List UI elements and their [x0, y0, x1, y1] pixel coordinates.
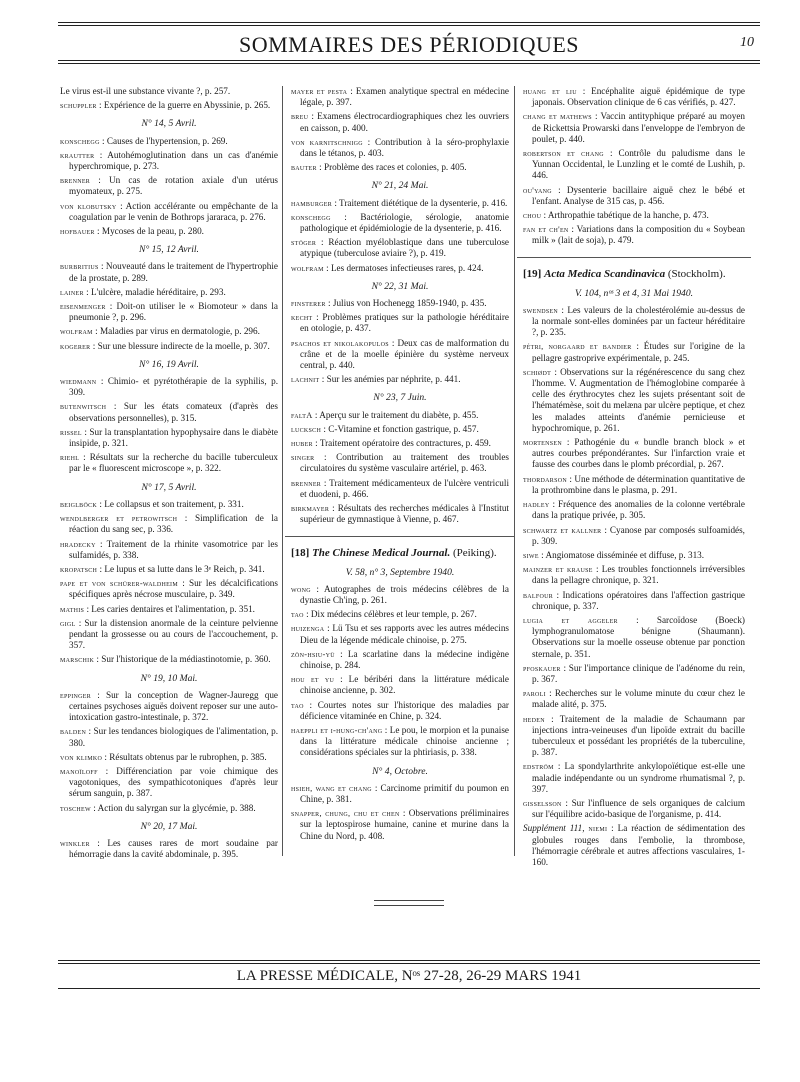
entry-author: rissel: [60, 427, 82, 437]
article-entry: wolfram : Maladies par virus en dermatologie, p. 296.: [60, 326, 260, 337]
entry-author: singer: [291, 453, 315, 463]
article-entry: siwe : Angiomatose disséminée et diffuse, p. 313.: [523, 549, 705, 560]
entry-text: Traitement médicamenteux de l'ulcère ventriculi et duodeni, p. 466.: [300, 477, 509, 499]
entry-author: hadley: [523, 500, 550, 510]
journal-number: [19]: [523, 267, 542, 280]
entry-author: beiglböck: [60, 499, 98, 509]
article-entry: mainzer et krause : Les troubles fonctionnels irréversibles dans la pellagre chronique, p. 321.: [523, 564, 745, 586]
entry-author: pape et von schürer-waldheim: [60, 579, 178, 589]
entry-text: Action du salyrgan sur la glycémie, p. 388.: [97, 802, 256, 813]
entry-text: Études sur l'origine de la pellagre gastroprive expérimentale, p. 245.: [532, 341, 745, 363]
entry-text: Traitement diététique de la dysenterie, p. 416.: [339, 197, 508, 208]
entry-author: kogerer: [60, 341, 91, 351]
footer-rule-top-2: [58, 963, 760, 964]
entry-text: La spondylarthrite ankylopoïétique est-elle une maladie indépendante ou un syndrome rhumatismal ?, p. 397.: [532, 761, 745, 794]
entry-text: Chimio- et pyrétothérapie de la syphilis, p. 309.: [69, 376, 278, 398]
entry-text: Recherches sur le volume minute du cœur chez le malade alité, p. 375.: [532, 688, 745, 710]
issue-heading: N° 23, 7 Juin.: [373, 392, 427, 404]
entry-text: Nouveauté dans le traitement de l'hypertrophie de la prostate, p. 289.: [69, 261, 278, 283]
article-entry: lachnit : Sur les anémies par néphrite, p. 441.: [291, 374, 461, 385]
entry-author: wolfram: [291, 263, 324, 273]
article-entry: wendlberger et petrowitsch : Simplification de la réaction du sang sec, p. 336.: [60, 513, 278, 535]
entry-text: Sur les tendances biologiques de l'alimentation, p. 380.: [69, 726, 278, 748]
entry-author: huizenga: [291, 624, 325, 634]
entry-text: Contribution au traitement des troubles circulatoires du système vasculaire artériel, p. 463.: [300, 452, 509, 474]
footer-rule-bottom: [58, 988, 760, 989]
entry-author: eppinger: [60, 690, 92, 700]
article-entry: kogerer : Sur une blessure indirecte de la moelle, p. 307.: [60, 340, 270, 351]
article-entry: gigl : Sur la distension anormale de la ceinture pelvienne pendant la grossesse ou au cours de l'accouchement, p. 357.: [60, 617, 278, 651]
entry-author: faltA: [291, 410, 313, 420]
entry-text: Arthropathie tabétique de la hanche, p. 473.: [547, 210, 709, 221]
article-entry: mortensen : Pathogénie du « bundle branch block » et autres courbes prépondérantes. Sur l'infarction vraie et fausse des courbes dans le plomb précordial, p. 267.: [523, 437, 745, 470]
journal-title: Acta Medica Scandinavica: [544, 267, 666, 280]
entry-author: mayer et pesta: [291, 87, 348, 96]
article-entry: pétri, norgaard et bandier : Études sur l'origine de la pellagre gastroprive expérimentale, p. 245.: [523, 341, 745, 363]
issue-heading: N° 15, 12 Avril.: [139, 244, 199, 256]
journal-number: [18]: [291, 546, 310, 559]
entry-text: Traitement opératoire des contractures, p. 459.: [319, 438, 491, 449]
article-entry: birkmayer : Résultats des recherches médicales à l'Institut supérieur de gymnastique à Vienne, p. 467.: [291, 503, 509, 525]
entry-text: Observations sur la régénérescence du sang chez l'homme. V. Augmentation de l'hémoglobine comparée à celle des érythrocytes chez les sujets présentant soit de l'hématémèse, soit du melæna par ulcère peptique, et chez les malades atteints d'anémie pernicieuse et hypochromique, p. 261.: [532, 366, 745, 433]
article-entry: von klobutsky : Action accélérante ou empêchante de la coagulation par le venin de Bothrops jararaca, p. 276.: [60, 200, 278, 222]
entry-text: Lü Tsu et ses rapports avec les autres médecins Dieu de la légende médicale chinoise, p. 275.: [300, 623, 509, 645]
article-entry: manoïloff : Différenciation par voie chimique des vagotoniques, des sympathicotoniques d'après leur sérum sanguin, p. 387.: [60, 765, 278, 799]
issue-heading: V. 104, nᵒˢ 3 et 4, 31 Mai 1940.: [574, 287, 694, 299]
entry-text: Le collapsus et son traitement, p. 331.: [104, 498, 244, 509]
entry-text: Sur les états comateux (d'après des observations personnelles), p. 315.: [69, 401, 278, 423]
entry-text: Expérience de la guerre en Abyssinie, p. 265.: [103, 100, 271, 111]
article-entry: chang et mathews : Vaccin antityphique préparé au moyen de Rickettsia Prowarski dans l'enveloppe de l'embryon de poulet, p. 440.: [523, 111, 745, 144]
entry-text: Traitement de la rhinite vasomotrice par les sulfamidés, p. 338.: [69, 538, 278, 560]
article-entry: eppinger : Sur la conception de Wagner-Jauregg que certaines psychoses aiguës doivent reposer sur une auto-intoxication gastro-intestinale, p. 372.: [60, 689, 278, 723]
supplement-entry: Supplément 111, niemi : La réaction de sédimentation des globules rouges dans l'embolie, la thrombose, l'hémorragie cérébrale et autres affections vasculaires, 1-160.: [523, 823, 746, 867]
entry-author: stöger: [291, 238, 317, 248]
entry-text: Maladies par virus en dermatologie, p. 296.: [99, 326, 260, 337]
article-entry: finsterer : Julius von Hochenegg 1859-1940, p. 435.: [291, 298, 487, 309]
entry-text: Le virus est-il une substance vivante ?, p. 257.: [60, 86, 231, 96]
entry-author: marschik: [60, 655, 95, 665]
entry-author: chou: [523, 211, 542, 221]
entry-text: Le lupus et sa lutte dans le 3ᵉ Reich, p. 341.: [104, 563, 265, 574]
issue-heading: N° 14, 5 Avril.: [141, 118, 197, 130]
header-rule-top-2: [58, 25, 760, 26]
entry-author: von klimko: [60, 752, 103, 762]
entry-text: Un cas de rotation axiale d'un utérus myomateux, p. 275.: [69, 175, 279, 197]
entry-author: lachnit: [291, 375, 320, 385]
article-entry: tao : Courtes notes sur l'historique des maladies par déficience vitaminée en Chine, p. 324.: [291, 699, 509, 721]
entry-author: zön-hsiu-yü: [291, 649, 335, 659]
entry-author: schiødt: [523, 367, 552, 377]
article-entry: lainer : L'ulcère, maladie héréditaire, p. 293.: [60, 286, 226, 297]
entry-text: Examens électrocardiographiques chez les ouvriers en caisson, p. 400.: [300, 111, 510, 133]
entry-author: robertson et chang: [523, 149, 604, 159]
article-entry: snapper, chung, chu et chen : Observations préliminaires sur la leptospirose humaine, canine et murine dans la Chine du Nord, p. 408.: [291, 808, 509, 841]
entry-author: chang et mathews: [523, 112, 592, 122]
article-entry: bauter : Problème des races et colonies, p. 405.: [291, 162, 467, 173]
entry-author: von klobutsky: [60, 201, 117, 211]
entry-text: Sur la distension anormale de la ceinture pelvienne pendant la grossesse ou au cours de l'accouchement, p. 357.: [69, 617, 278, 651]
article-entry: wong : Autographes de trois médecins célèbres de la dynastie Ch'ing, p. 261.: [291, 583, 510, 605]
entry-author: mortensen: [523, 438, 563, 448]
page-header: [58, 22, 760, 66]
article-entry: hamburger : Traitement diététique de la dysenterie, p. 416.: [291, 197, 508, 208]
article-entry: chou : Arthropathie tabétique de la hanche, p. 473.: [523, 210, 709, 221]
article-entry: toschew : Action du salyrgan sur la glycémie, p. 388.: [60, 802, 256, 813]
entry-text: Problèmes pratiques sur la pathologie héréditaire en otologie, p. 437.: [300, 312, 509, 334]
entry-text: La scarlatine dans la médecine indigène chinoise, p. 284.: [300, 648, 509, 670]
article-entry: singer : Contribution au traitement des troubles circulatoires du système vasculaire artériel, p. 463.: [291, 452, 509, 474]
entry-text: Carcinome primitif du poumon en Chine, p. 381.: [300, 782, 510, 804]
entry-text: Aperçu sur le traitement du diabète, p. 455.: [319, 409, 479, 420]
ornament-rule: [374, 900, 444, 901]
entry-text: Encéphalite aiguë épidémique de type japonais. Observation clinique de 6 cas vérifiés, p. 427.: [532, 86, 746, 108]
entry-author: huber: [291, 439, 313, 449]
footer-rule-top: [58, 960, 760, 961]
entry-text: Sur les anémies par néphrite, p. 441.: [326, 374, 461, 385]
column-divider-left: [282, 86, 283, 856]
entry-author: gisselsson: [523, 798, 562, 808]
article-entry: riehl : Résultats sur la recherche du bacille tuberculeux par le « fluorescent microscope », p. 322.: [60, 452, 279, 474]
article-entry: ou'yang : Dysenterie bacillaire aiguë chez le bébé et l'enfant. Analyse de 315 cas, p. 456.: [523, 184, 745, 206]
entry-text: Les causes rares de mort soudaine par hémorragie dans la cavité abdominale, p. 395.: [69, 837, 278, 860]
entry-text: Sur une blessure indirecte de la moelle, p. 307.: [97, 340, 270, 351]
column-right: [523, 86, 745, 871]
entry-text: Problème des races et colonies, p. 405.: [323, 162, 467, 173]
entry-author: tao: [291, 700, 304, 710]
entry-author: swendsen: [523, 305, 559, 315]
entry-text: Bactériologie, sérologie, anatomie pathologique et épidémiologie de la dysenterie, p. 416.: [300, 211, 509, 234]
journal-heading: [523, 268, 745, 281]
article-entry: mathis : Les caries dentaires et l'alimentation, p. 351.: [60, 603, 255, 614]
entry-author: krautter: [60, 150, 95, 160]
article-entry: zön-hsiu-yü : La scarlatine dans la médecine indigène chinoise, p. 284.: [291, 648, 509, 670]
article-entry: pape et von schürer-waldheim : Sur les décalcifications spécifiques après nécrose musculaire, p. 349.: [60, 578, 278, 600]
entry-author: schwartz et kallner: [523, 525, 602, 535]
entry-author: bauter: [291, 163, 317, 173]
article-entry: konschegg : Bactériologie, sérologie, anatomie pathologique et épidémiologie de la dysenterie, p. 416.: [291, 211, 509, 234]
article-entry: schiødt : Observations sur la régénérescence du sang chez l'homme. V. Augmentation de l'hémoglobine comparée à celle des érythrocytes chez les sujets présentant soit de l'hématémèse, soit du melæna par ulcère peptique, et chez les malades atteints d'anémie pernicieuse et hypochromique, p. 261.: [523, 366, 745, 433]
entry-text: Courtes notes sur l'historique des maladies par déficience vitaminée en Chine, p. 324.: [300, 699, 509, 721]
article-entry: kecht : Problèmes pratiques sur la pathologie héréditaire en otologie, p. 437.: [291, 312, 509, 334]
article-entry: swendsen : Les valeurs de la cholestérolémie au-dessus de la normale sont-elles dominées par un facteur héréditaire ?, p. 235.: [523, 304, 745, 338]
article-entry: rissel : Sur la transplantation hypophysaire dans le diabète insipide, p. 321.: [60, 426, 278, 449]
entry-author: pétri, norgaard et bandier: [523, 342, 632, 352]
entry-text: Sur l'influence de sels organiques de calcium sur l'équilibre acido-basique de l'organisme, p. 414.: [532, 797, 745, 820]
article-entry: wiedmann : Chimio- et pyrétothérapie de la syphilis, p. 309.: [60, 376, 278, 398]
column-divider-right: [514, 86, 515, 856]
article-entry: balfour : Indications opératoires dans l'affection gastrique chronique, p. 337.: [523, 589, 745, 611]
entry-author: wong: [291, 584, 311, 594]
article-entry: lugia et aggeler : Sarcoïdose (Boeck) lymphogranulomatose bénigne (Shaumann). Observations sur la moelle osseuse obtenue par ponction sternale, p. 351.: [523, 614, 745, 659]
issue-heading: N° 21, 24 Mai.: [371, 180, 429, 192]
entry-author: lucksch: [291, 424, 322, 434]
entry-author: breu: [291, 112, 309, 122]
entry-author: pfoskauer: [523, 663, 561, 673]
entry-text: Une méthode de détermination quantitative de la prothrombine dans le plasma, p. 291.: [532, 473, 745, 495]
article-entry: burbritius : Nouveauté dans le traitement de l'hypertrophie de la prostate, p. 289.: [60, 261, 278, 283]
entry-text: Contrôle du paludisme dans le Yunnan Occidental, le Lunzling et le comté de Lushih, p. 446.: [532, 148, 745, 181]
article-entry: thordarson : Une méthode de détermination quantitative de la prothrombine dans le plasma, p. 291.: [523, 473, 745, 495]
entry-text: Cyanose par composés sulfoamidés, p. 309.: [532, 524, 745, 546]
entry-author: huang et liu: [523, 87, 577, 96]
entry-author: fan et ch'en: [523, 225, 569, 235]
entry-text: Différenciation par voie chimique des vagotoniques, des sympathicotoniques d'après leur sérum sanguin, p. 387.: [69, 765, 278, 799]
header-rule-bottom-2: [58, 63, 760, 64]
entry-author: gigl: [60, 618, 76, 628]
entry-author: birkmayer: [291, 504, 330, 514]
column-left: [60, 86, 278, 863]
entry-author: niemi: [588, 824, 608, 834]
column-middle: [291, 86, 509, 845]
entry-text: Résultats obtenus par le rubrophen, p. 385.: [109, 751, 267, 762]
entry-text: Sarcoïdose (Boeck) lymphogranulomatose bénigne (Shaumann). Observations sur la moelle osseuse obtenue par ponction sternale, p. 351.: [532, 614, 745, 659]
article-entry: butenwitsch : Sur les états comateux (d'après des observations personnelles), p. 315.: [60, 401, 278, 423]
article-entry: psachos et nikolakopulos : Deux cas de malformation du crâne et de la moelle épinière du système nerveux central, p. 440.: [291, 337, 509, 371]
entry-author: von karnitschnigg: [291, 137, 363, 147]
entry-text: Pathogénie du « bundle branch block » et autres courbes prépondérantes. Sur l'infarction vraie et fausse des courbes dans le plomb précordial, p. 267.: [532, 437, 745, 470]
article-entry: winkler : Les causes rares de mort soudaine par hémorragie dans la cavité abdominale, p. 395.: [60, 837, 278, 860]
entry-author: mainzer et krause: [523, 565, 593, 575]
end-ornament: [58, 900, 760, 906]
supplement-label: Supplément 111,: [523, 823, 585, 834]
article-entry: haeppli et i-hung-ch'ang : Le pou, le morpion et la punaise dans la littérature médicale chinoise ancienne ; considérations spéciales sur la phtiriasis, p. 338.: [291, 724, 509, 758]
entry-author: manoïloff: [60, 766, 98, 776]
header-rule-bottom: [58, 60, 760, 61]
article-entry: gisselsson : Sur l'influence de sels organiques de calcium sur l'équilibre acido-basique de l'organisme, p. 414.: [523, 797, 745, 820]
article-entry: pfoskauer : Sur l'importance clinique de l'adénome du rein, p. 367.: [523, 662, 745, 684]
entry-author: konschegg: [291, 212, 331, 222]
issue-heading: N° 20, 17 Mai.: [140, 820, 198, 832]
entry-text: Dix médecins célèbres et leur temple, p. 267.: [310, 609, 477, 620]
page-footer: [58, 960, 760, 1000]
article-entry: huber : Traitement opératoire des contractures, p. 459.: [291, 438, 491, 449]
entry-text: Deux cas de malformation du crâne et de la moelle épinière du système nerveux central, p. 440.: [300, 337, 509, 371]
article-entry: schuppler : Expérience de la guerre en Abyssinie, p. 265.: [60, 100, 271, 111]
entry-text: Réaction myéloblastique dans une tuberculose atypique (tuberculose aviaire ?), p. 419.: [300, 237, 509, 259]
article-entry: von karnitschnigg : Contribution à la séro-prophylaxie dans le tétanos, p. 403.: [291, 136, 509, 159]
article-entry: brenner : Un cas de rotation axiale d'un utérus myomateux, p. 275.: [60, 175, 279, 197]
article-entry: kropatsch : Le lupus et sa lutte dans le 3ᵉ Reich, p. 341.: [60, 563, 265, 574]
entry-author: toschew: [60, 803, 91, 813]
article-entry: huang et liu : Encéphalite aiguë épidémique de type japonais. Observation clinique de 6 cas vérifiés, p. 427.: [523, 86, 746, 108]
entry-author: konschegg: [60, 136, 100, 146]
entry-author: psachos et nikolakopulos: [291, 338, 389, 348]
entry-text: Mycoses de la peau, p. 280.: [101, 226, 204, 237]
article-entry: marschik : Sur l'historique de la médiastinotomie, p. 360.: [60, 654, 271, 665]
header-rule-top: [58, 22, 760, 23]
entry-text: Dysenterie bacillaire aiguë chez le bébé et l'enfant. Analyse de 315 cas, p. 456.: [532, 184, 745, 206]
entry-text: Variations dans la composition du « Soybean milk » (lait de soja), p. 479.: [532, 224, 745, 246]
issue-heading: N° 22, 31 Mai.: [371, 280, 429, 292]
article-entry: stöger : Réaction myéloblastique dans une tuberculose atypique (tuberculose aviaire ?), p. 419.: [291, 237, 509, 259]
issue-heading: V. 58, n° 3, Septembre 1940.: [345, 566, 455, 578]
article-entry: robertson et chang : Contrôle du paludisme dans le Yunnan Occidental, le Lunzling et le comté de Lushih, p. 446.: [523, 148, 745, 181]
entry-author: riehl: [60, 453, 80, 463]
entry-text: Les troubles fonctionnels irréversibles dans la pellagre chronique, p. 321.: [532, 564, 745, 586]
entry-author: wendlberger et petrowitsch: [60, 514, 178, 524]
article-entry: schwartz et kallner : Cyanose par composés sulfoamidés, p. 309.: [523, 524, 745, 546]
article-entry: fan et ch'en : Variations dans la composition du « Soybean milk » (lait de soja), p. 479.: [523, 224, 745, 246]
entry-text: Fréquence des anomalies de la colonne vertébrale dans la pratique privée, p. 305.: [532, 499, 745, 521]
entry-text: Indications opératoires dans l'affection gastrique chronique, p. 337.: [532, 589, 745, 611]
article-entry: konschegg : Causes de l'hypertension, p. 269.: [60, 135, 228, 146]
entry-text: Doit-on utiliser le « Biomoteur » dans la pneumonie ?, p. 296.: [69, 301, 279, 323]
entry-author: lugia et aggeler: [523, 615, 618, 625]
article-entry: hou et yu : Le béribéri dans la littérature médicale chinoise ancienne, p. 302.: [291, 674, 509, 696]
entry-text: Traitement de la maladie de Schaumann par injections intra-veineuses d'un lipoïde extrait du bacille tuberculeux et possédant les propriétés de la tuberculine, p. 387.: [532, 713, 745, 758]
entry-text: Les valeurs de la cholestérolémie au-dessus de la normale sont-elles dominées par un facteur héréditaire ?, p. 235.: [532, 304, 745, 338]
article-entry: heden : Traitement de la maladie de Schaumann par injections intra-veineuses d'un lipoïde extrait du bacille tuberculeux et possédant les propriétés de la tuberculine, p. 387.: [523, 713, 745, 758]
entry-text: Sur les décalcifications spécifiques après nécrose musculaire, p. 349.: [69, 578, 278, 600]
entry-text: C-Vitamine et fonction gastrique, p. 457.: [328, 423, 479, 434]
entry-author: snapper, chung, chu et chen: [291, 809, 400, 819]
entry-text: L'ulcère, maladie héréditaire, p. 293.: [90, 286, 226, 297]
entry-text: Observations préliminaires sur la leptospirose humaine, canine et murine dans la Chine du Nord, p. 408.: [300, 808, 509, 841]
entry-author: brenner: [60, 176, 91, 186]
article-entry: brenner : Traitement médicamenteux de l'ulcère ventriculi et duodeni, p. 466.: [291, 477, 509, 499]
entry-author: kecht: [291, 313, 313, 323]
entry-author: hou et yu: [291, 675, 335, 685]
entry-text: Examen analytique spectral en médecine légale, p. 397.: [300, 86, 509, 108]
entry-text: Angiomatose disséminée et diffuse, p. 313.: [545, 549, 705, 560]
article-entry: von klimko : Résultats obtenus par le rubrophen, p. 385.: [60, 751, 267, 762]
journal-title: The Chinese Medical Journal.: [312, 546, 451, 559]
article-entry: edström : La spondylarthrite ankylopoïétique est-elle une maladie indépendante ou un syndrome rhumatismal ?, p. 397.: [523, 761, 745, 794]
entry-text: Le pou, le morpion et la punaise dans la littérature médicale chinoise ancienne ; considérations spéciales sur la phtiriasis, p. 338.: [300, 724, 509, 758]
entry-text: Résultats sur la recherche du bacille tuberculeux par le « fluorescent microscope », p. 322.: [69, 452, 279, 474]
entry-author: wolfram: [60, 327, 93, 337]
entry-author: lainer: [60, 287, 84, 297]
entry-text: Sur la conception de Wagner-Jauregg que certaines psychoses aiguës doivent reposer sur une auto-intoxication gastro-intestinale, p. 372.: [69, 689, 278, 723]
entry-text: Simplification de la réaction du sang sec, p. 336.: [69, 513, 278, 535]
article-entry: eisenmenger : Doit-on utiliser le « Biomoteur » dans la pneumonie ?, p. 296.: [60, 301, 279, 323]
article-entry: krautter : Autohémoglutination dans un cas d'anémie hyperchromique, p. 273.: [60, 149, 279, 172]
entry-author: eisenmenger: [60, 302, 106, 312]
article-entry: lucksch : C-Vitamine et fonction gastrique, p. 457.: [291, 423, 479, 434]
entry-author: burbritius: [60, 262, 99, 272]
entry-text: Causes de l'hypertension, p. 269.: [106, 135, 228, 146]
entry-author: butenwitsch: [60, 402, 107, 412]
article-entry: faltA : Aperçu sur le traitement du diabète, p. 455.: [291, 409, 479, 420]
journal-place: (Peiking).: [452, 546, 497, 559]
journal-place: (Stockholm).: [667, 267, 726, 280]
entry-text: Contribution à la séro-prophylaxie dans le tétanos, p. 403.: [300, 136, 509, 159]
entry-author: hradecky: [60, 539, 96, 549]
entry-author: hamburger: [291, 198, 333, 208]
issue-heading: N° 16, 19 Avril.: [139, 358, 199, 370]
entry-author: tao: [291, 610, 304, 620]
entry-author: edström: [523, 762, 554, 772]
article-entry: breu : Examens électrocardiographiques chez les ouvriers en caisson, p. 400.: [291, 111, 510, 133]
entry-author: heden: [523, 714, 545, 724]
entry-author: haeppli et i-hung-ch'ang: [291, 725, 383, 735]
entry-text: Le béribéri dans la littérature médicale chinoise ancienne, p. 302.: [300, 674, 509, 696]
page-number: 10: [740, 35, 754, 50]
section-separator: [517, 257, 751, 258]
entry-text: Résultats des recherches médicales à l'Institut supérieur de gymnastique à Vienne, p. 467.: [300, 503, 509, 525]
entry-text: Vaccin antityphique préparé au moyen de Rickettsia Prowarski dans l'enveloppe de l'embryon de poulet, p. 440.: [532, 111, 745, 144]
entry-text: Les caries dentaires et l'alimentation, p. 351.: [91, 603, 255, 614]
footer-citation: LA PRESSE MÉDICALE, Nᵒˢ 27-28, 26-29 MARS 1941: [236, 968, 582, 984]
page-title: SOMMAIRES DES PÉRIODIQUES: [238, 32, 580, 57]
issue-heading: N° 17, 5 Avril.: [141, 481, 197, 493]
issue-heading: N° 4, Octobre.: [372, 765, 428, 777]
article-entry: hsieh, wang et chang : Carcinome primitif du poumon en Chine, p. 381.: [291, 782, 510, 804]
entry-author: schuppler: [60, 101, 97, 111]
article-entry: hofbauer : Mycoses de la peau, p. 280.: [60, 226, 204, 237]
article-entry: huizenga : Lü Tsu et ses rapports avec les autres médecins Dieu de la légende médicale chinoise, p. 275.: [291, 623, 509, 645]
entry-text: Les dermatoses infectieuses rares, p. 424.: [330, 262, 484, 273]
entry-author: thordarson: [523, 474, 568, 484]
entry-author: mathis: [60, 604, 85, 614]
entry-author: brenner: [291, 478, 322, 488]
entry-text: Action accélérante ou empêchante de la coagulation par le venin de Bothrops jararaca, p. 276.: [69, 200, 278, 222]
entry-author: balfour: [523, 590, 554, 600]
journal-heading: [291, 547, 509, 560]
entry-text: Julius von Hochenegg 1859-1940, p. 435.: [332, 298, 487, 309]
entry-author: finsterer: [291, 299, 326, 309]
article-entry: [60, 86, 278, 97]
entry-author: siwe: [523, 550, 539, 560]
entry-author: hsieh, wang et chang: [291, 783, 372, 793]
entry-text: La réaction de sédimentation des globules rouges dans l'embolie, la thrombose, l'hémorragie cérébrale et autres affections vasculaires, 1-160.: [532, 823, 746, 867]
entry-author: ou'yang: [523, 185, 552, 195]
entry-text: Sur l'historique de la médiastinotomie, p. 360.: [101, 654, 271, 665]
article-entry: paroli : Recherches sur le volume minute du cœur chez le malade alité, p. 375.: [523, 688, 745, 710]
entry-text: Sur l'importance clinique de l'adénome du rein, p. 367.: [532, 662, 745, 684]
entry-author: balden: [60, 727, 87, 737]
issue-heading: N° 19, 10 Mai.: [140, 672, 198, 684]
entry-author: winkler: [60, 838, 90, 848]
entry-text: Sur la transplantation hypophysaire dans le diabète insipide, p. 321.: [69, 426, 278, 449]
entry-author: paroli: [523, 689, 546, 699]
ornament-rule: [374, 905, 444, 906]
entry-text: Autohémoglutination dans un cas d'anémie hyperchromique, p. 273.: [69, 149, 279, 172]
section-separator: [285, 536, 515, 537]
entry-text: Autographes de trois médecins célèbres de la dynastie Ch'ing, p. 261.: [300, 583, 510, 605]
entry-author: wiedmann: [60, 377, 97, 387]
entry-author: hofbauer: [60, 227, 95, 237]
article-entry: hradecky : Traitement de la rhinite vasomotrice par les sulfamidés, p. 338.: [60, 538, 278, 560]
entry-author: kropatsch: [60, 564, 98, 574]
article-entry: beiglböck : Le collapsus et son traitement, p. 331.: [60, 498, 244, 509]
article-entry: mayer et pesta : Examen analytique spectral en médecine légale, p. 397.: [291, 86, 509, 108]
article-entry: wolfram : Les dermatoses infectieuses rares, p. 424.: [291, 262, 484, 273]
article-entry: tao : Dix médecins célèbres et leur temple, p. 267.: [291, 609, 477, 620]
article-entry: balden : Sur les tendances biologiques de l'alimentation, p. 380.: [60, 726, 278, 748]
article-entry: hadley : Fréquence des anomalies de la colonne vertébrale dans la pratique privée, p. 305.: [523, 499, 745, 521]
